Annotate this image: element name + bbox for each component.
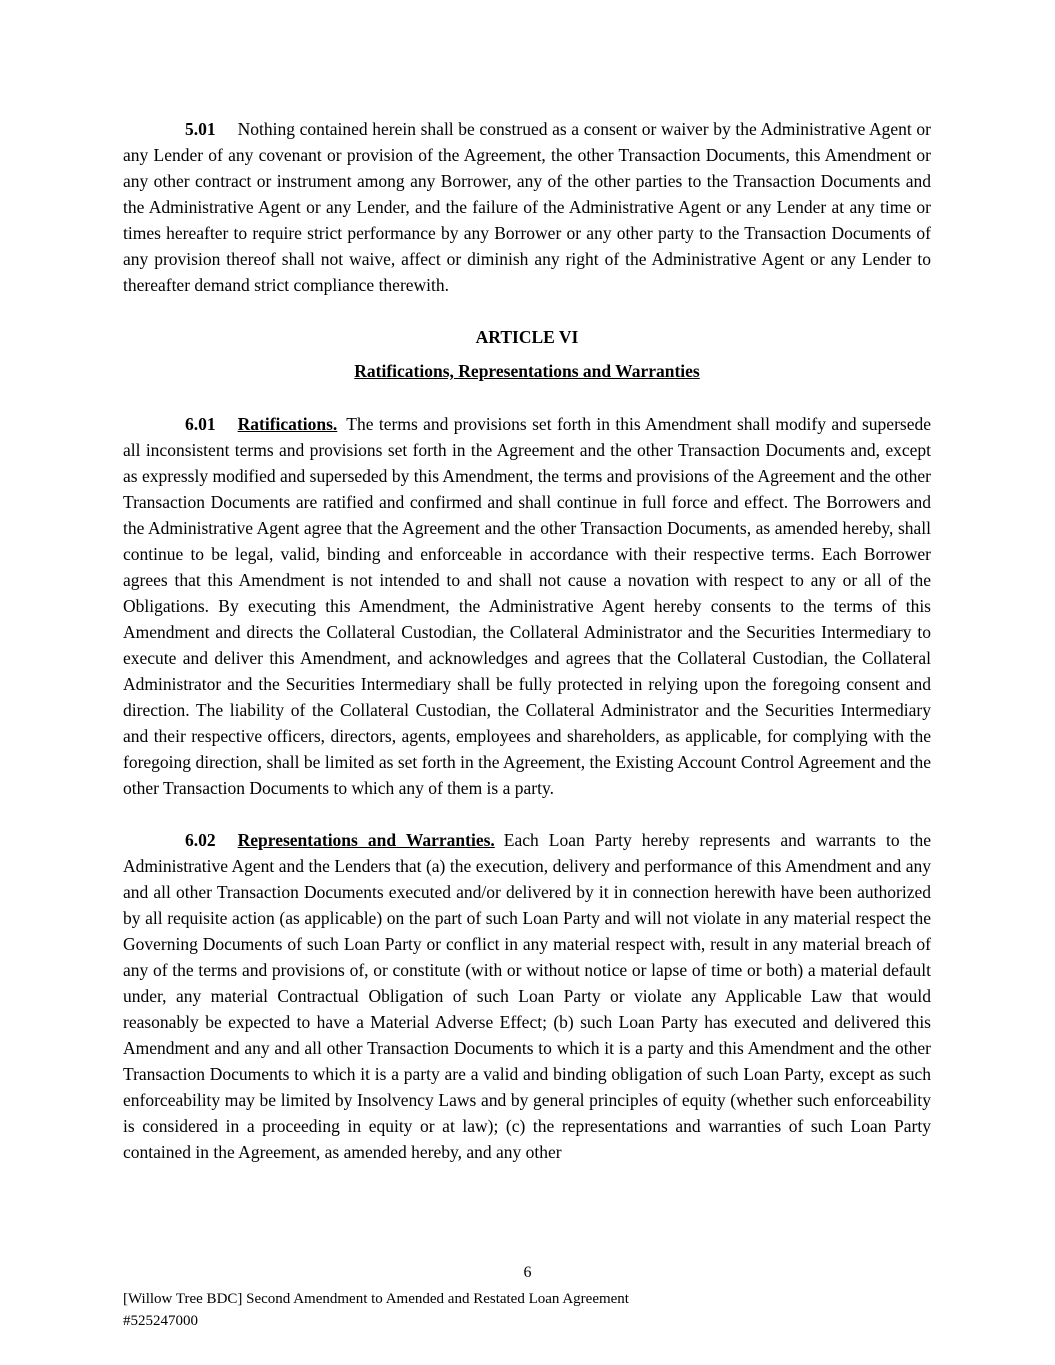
paragraph-6-02-text: Each Loan Party hereby represents and warrants to the Administrative Agent and the Lenders that (a) the execution, delivery and performance of this Amendment and any and all other Transaction Documents executed and/or delivered by it in connection herewith have been authorized by all requisite action (as applicable) on the part of such Loan Party and will not violate in any material respect the Governing Documents of such Loan Party or conflict in any material respect with, result in any material breach of any of the terms and provisions of, or constitute (with or without notice or lapse of time or both) a material default under, any material Contractual Obligation of such Loan Party or violate any Applicable Law that would reasonably be expected to have a Material Adverse Effect; (b) such Loan Party has executed and delivered this Amendment and any and all other Transaction Documents to which it is a party and this Amendment and the other Transaction Documents to which it is a party are a valid and binding obligation of such Loan Party, except as such enforceability may be limited by Insolvency Laws and by general principles of equity (whether such enforceability is considered in a proceeding in equity or at law); (c) the representations and warranties of such Loan Party contained in the Agreement, as amended hereby, and any other: [123, 830, 932, 1162]
paragraph-5-01-text: Nothing contained herein shall be construed as a consent or waiver by the Administrative Agent or any Lender of any covenant or provision of the Agreement, the other Transaction Documents, this Amendment or any other contract or instrument among any Borrower, any of the other parties to the Transaction Documents and the Administrative Agent or any Lender, and the failure of the Administrative Agent or any Lender at any time or times hereafter to require strict performance by any Borrower or any other party to the Transaction Documents of any provision thereof shall not waive, affect or diminish any right of the Administrative Agent or any Lender to thereafter demand strict compliance therewith.: [123, 119, 931, 295]
article-subheading-text: Ratifications, Representations and Warranties: [354, 361, 700, 381]
article-subheading: [123, 358, 931, 384]
document-footer: [123, 1288, 931, 1332]
document-body: [123, 116, 931, 1191]
paragraph-6-01: [123, 411, 931, 801]
footer-document-number: #525247000: [123, 1313, 198, 1329]
section-number-5-01: 5.01: [185, 119, 216, 139]
section-number-6-01: 6.01: [185, 414, 216, 434]
paragraph-5-01: [123, 116, 931, 298]
paragraph-6-01-text: The terms and provisions set forth in this Amendment shall modify and supersede all inconsistent terms and provisions set forth in the Agreement and the other Transaction Documents and, except as expressly modified and superseded by this Amendment, the terms and provisions of the Agreement and the other Transaction Documents are ratified and confirmed and shall continue in full force and effect. The Borrowers and the Administrative Agent agree that the Agreement and the other Transaction Documents, as amended hereby, shall continue to be legal, valid, binding and enforceable in accordance with their respective terms. Each Borrower agrees that this Amendment is not intended to and shall not cause a novation with respect to any or all of the Obligations. By executing this Amendment, the Administrative Agent hereby consents to the terms of this Amendment and directs the Collateral Custodian, the Collateral Administrator and the Securities Intermediary to execute and deliver this Amendment, and acknowledges and agrees that the Collateral Custodian, the Collateral Administrator and the Securities Intermediary shall be fully protected in relying upon the foregoing consent and direction. The liability of the Collateral Custodian, the Collateral Administrator and the Securities Intermediary and their respective officers, directors, agents, employees and shareholders, as applicable, for complying with the foregoing direction, shall be limited as set forth in the Agreement, the Existing Account Control Agreement and the other Transaction Documents to which any of them is a party.: [123, 414, 931, 798]
section-number-6-02: 6.02: [185, 830, 216, 850]
section-title-representations-warranties: Representations and Warranties.: [237, 830, 495, 850]
article-heading: ARTICLE VI: [475, 327, 579, 347]
paragraph-6-02: [123, 827, 931, 1165]
page-number: 6: [523, 1264, 532, 1281]
section-title-ratifications: Ratifications.: [237, 414, 338, 434]
footer-document-title: [Willow Tree BDC] Second Amendment to Amended and Restated Loan Agreement: [123, 1291, 629, 1307]
